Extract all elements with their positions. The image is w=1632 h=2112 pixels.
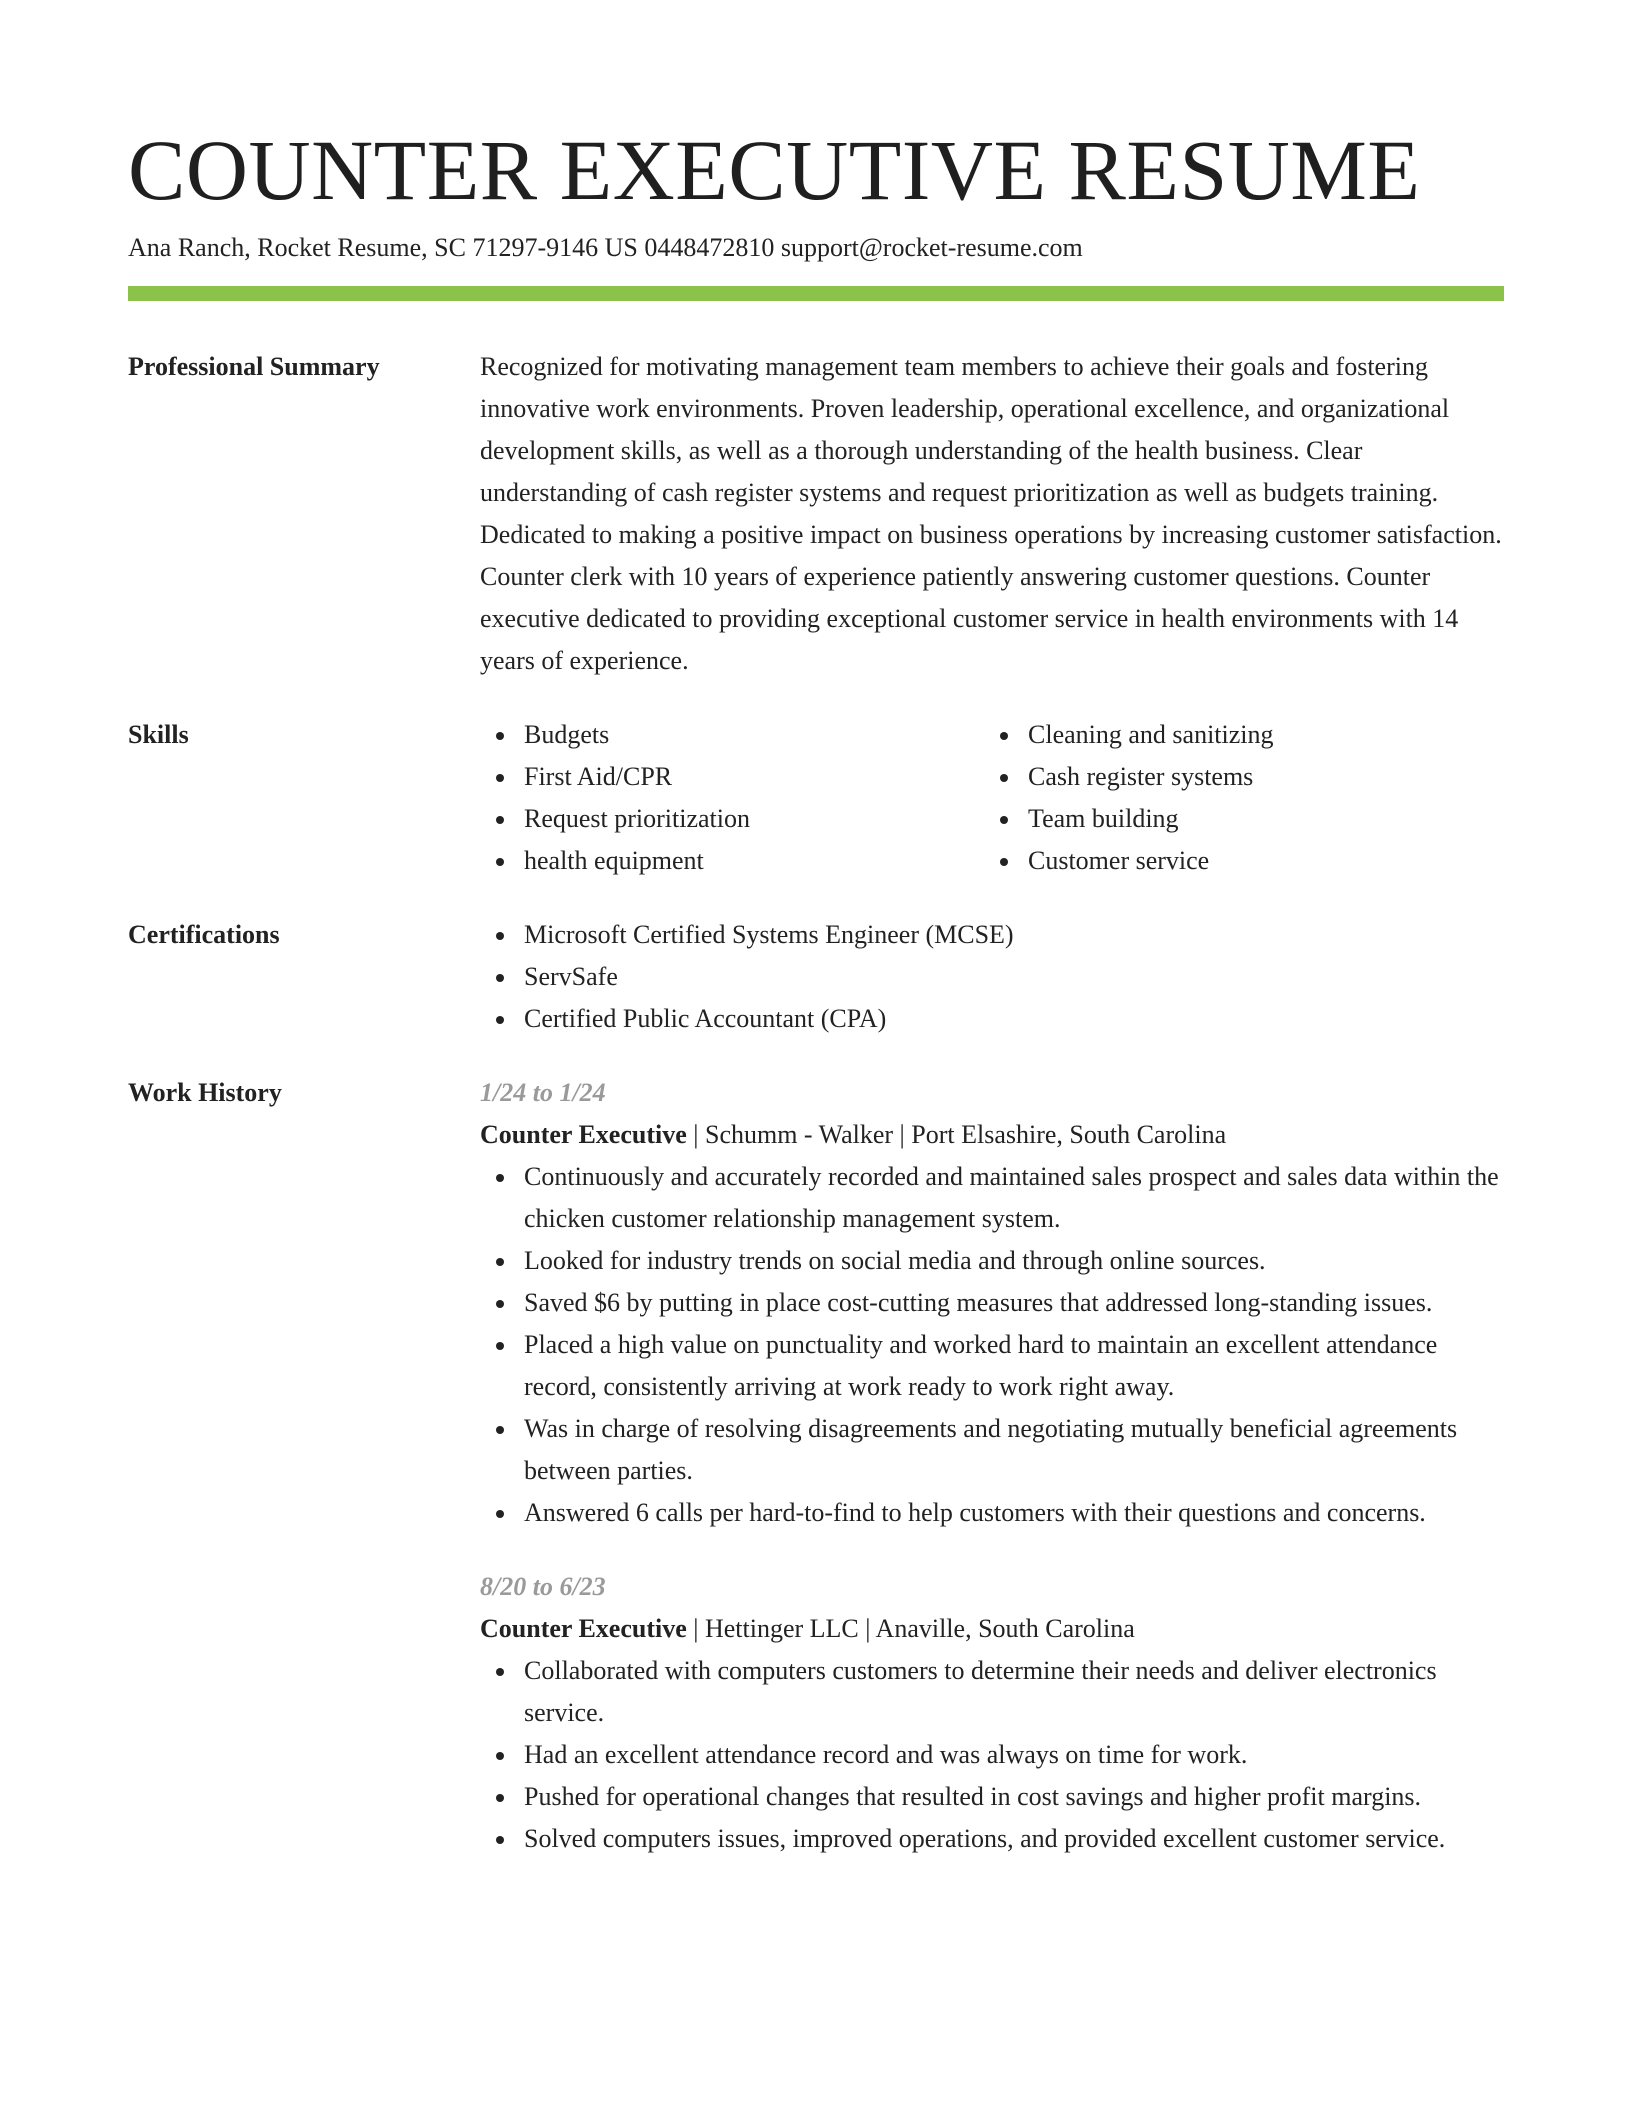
certifications-list xyxy=(480,914,1504,1040)
job-bullet: Looked for industry trends on social media and through online sources. xyxy=(524,1240,1504,1282)
accent-divider xyxy=(128,286,1504,301)
job-bullet: Was in charge of resolving disagreements and negotiating mutually beneficial agreements between parties. xyxy=(524,1408,1504,1492)
certification-item: ServSafe xyxy=(524,956,1504,998)
skill-item: Cleaning and sanitizing xyxy=(1028,714,1528,756)
job-entry xyxy=(480,1566,1504,1860)
resume-title: COUNTER EXECUTIVE RESUME xyxy=(128,122,1421,218)
certification-item: Certified Public Accountant (CPA) xyxy=(524,998,1504,1040)
job-title-line xyxy=(480,1114,1504,1156)
skill-item: First Aid/CPR xyxy=(524,756,1024,798)
section-label-certifications: Certifications xyxy=(128,920,280,949)
job-company-location: | Hettinger LLC | Anaville, South Carolina xyxy=(686,1614,1135,1643)
job-role: Counter Executive xyxy=(480,1614,687,1643)
certification-item: Microsoft Certified Systems Engineer (MCSE) xyxy=(524,914,1504,956)
job-dates: 1/24 to 1/24 xyxy=(480,1078,606,1107)
job-company-location: | Schumm - Walker | Port Elsashire, South Carolina xyxy=(686,1120,1227,1149)
job-title-line xyxy=(480,1608,1504,1650)
job-bullet: Pushed for operational changes that resulted in cost savings and higher profit margins. xyxy=(524,1776,1504,1818)
summary-text: Recognized for motivating management team members to achieve their goals and fostering innovative work environments. Proven leadership, operational excellence, and organizational development skills, as well as a thorough understanding of the health business. Clear understanding of cash register systems and request prioritization as well as budgets training. Dedicated to making a positive impact on business operations by increasing customer satisfaction. Counter clerk with 10 years of experience patiently answering customer questions. Counter executive dedicated to providing exceptional customer service in health environments with 14 years of experience. xyxy=(480,352,1502,675)
skill-item: Budgets xyxy=(524,714,1024,756)
job-bullets xyxy=(480,1650,1504,1860)
job-role: Counter Executive xyxy=(480,1120,687,1149)
skill-item: Cash register systems xyxy=(1028,756,1528,798)
job-bullet: Had an excellent attendance record and was always on time for work. xyxy=(524,1734,1504,1776)
job-bullet: Placed a high value on punctuality and worked hard to maintain an excellent attendance record, consistently arriving at work ready to work right away. xyxy=(524,1324,1504,1408)
job-bullet: Answered 6 calls per hard-to-find to help customers with their questions and concerns. xyxy=(524,1492,1504,1534)
job-bullet: Continuously and accurately recorded and maintained sales prospect and sales data within the chicken customer relationship management system. xyxy=(524,1156,1504,1240)
section-label-skills: Skills xyxy=(128,720,189,749)
skills-list-left xyxy=(480,714,1024,882)
section-label-work-history: Work History xyxy=(128,1078,282,1107)
skills-list-right xyxy=(984,714,1528,882)
job-dates: 8/20 to 6/23 xyxy=(480,1572,606,1601)
skill-item: Request prioritization xyxy=(524,798,1024,840)
contact-line: Ana Ranch, Rocket Resume, SC 71297-9146 US 0448472810 support@rocket-resume.com xyxy=(128,233,1083,262)
skill-item: Team building xyxy=(1028,798,1528,840)
job-bullets xyxy=(480,1156,1504,1534)
job-bullet: Collaborated with computers customers to determine their needs and deliver electronics service. xyxy=(524,1650,1504,1734)
skill-item: health equipment xyxy=(524,840,1024,882)
skill-item: Customer service xyxy=(1028,840,1528,882)
job-entry xyxy=(480,1072,1504,1534)
section-label-summary: Professional Summary xyxy=(128,352,380,381)
job-bullet: Saved $6 by putting in place cost-cutting measures that addressed long-standing issues. xyxy=(524,1282,1504,1324)
job-bullet: Solved computers issues, improved operations, and provided excellent customer service. xyxy=(524,1818,1504,1860)
